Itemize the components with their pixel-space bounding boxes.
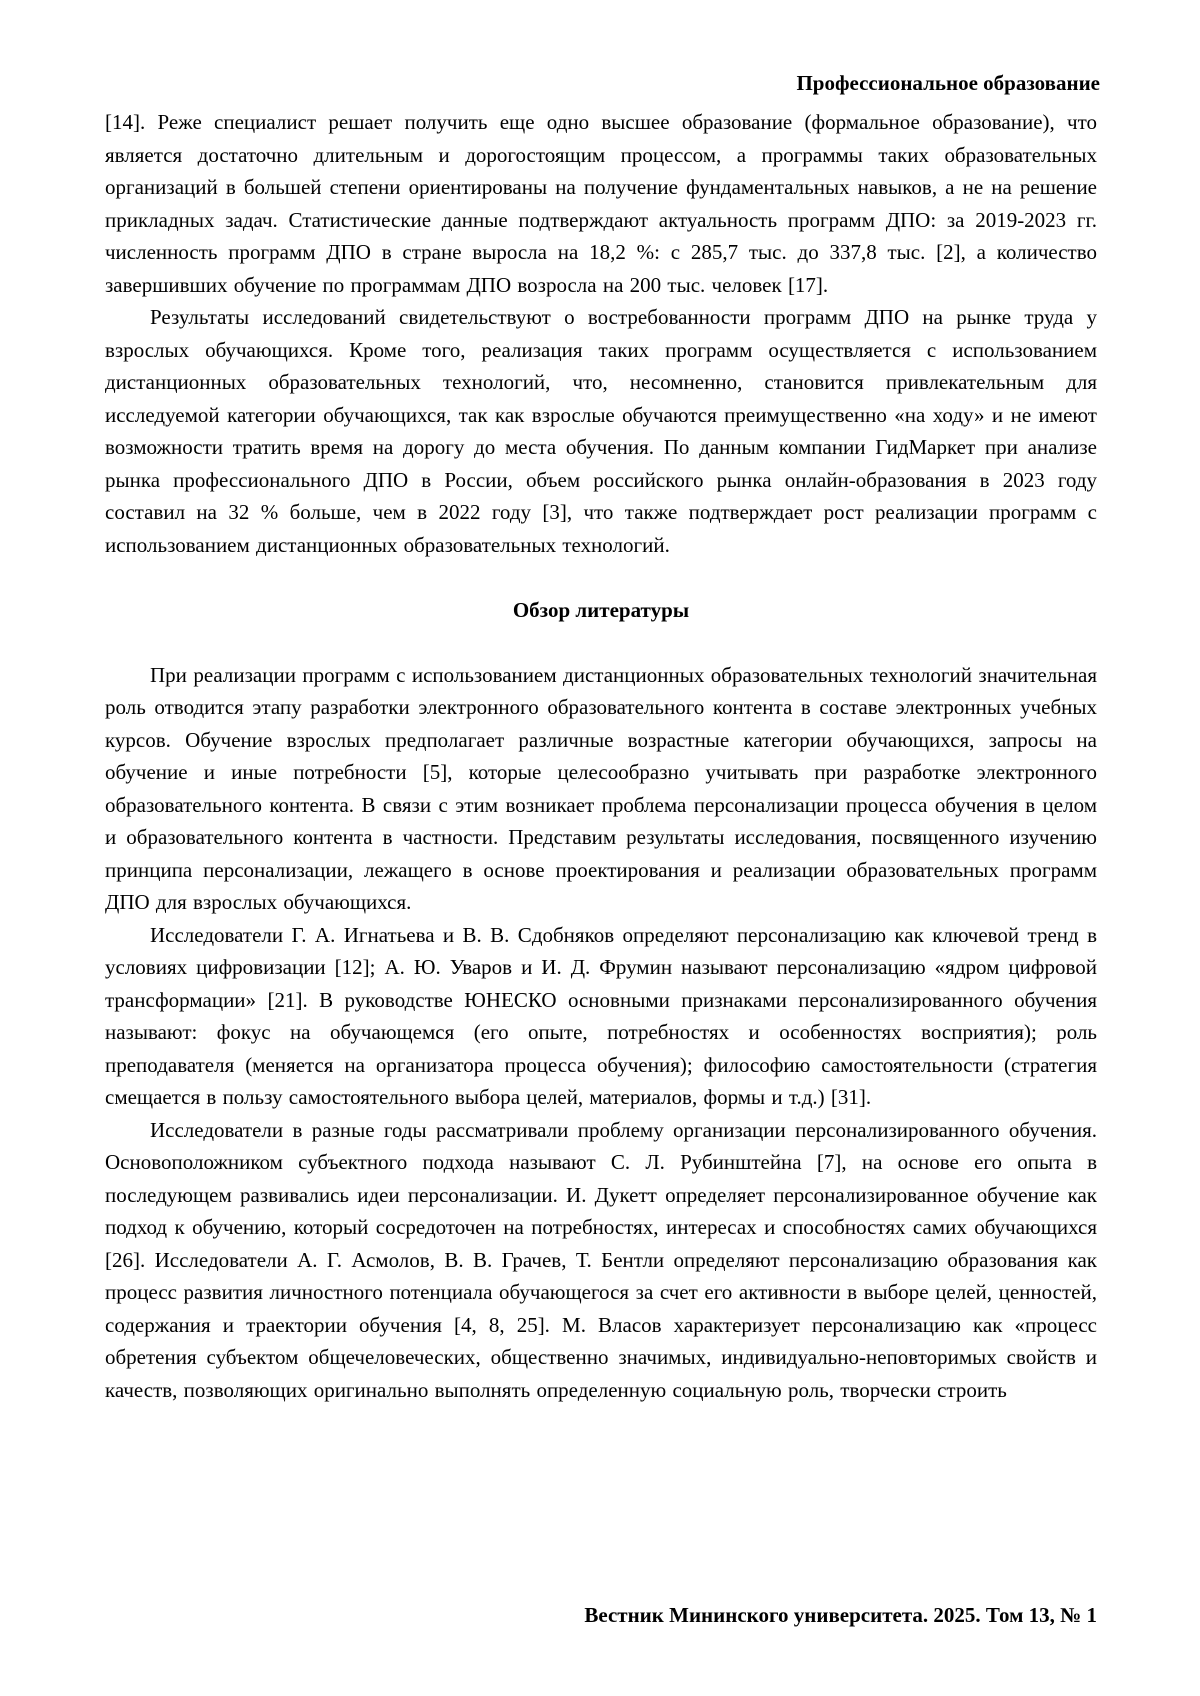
article-body (105, 106, 1097, 1406)
paragraph: При реализации программ с использованием дистанционных образовательных технологий значительная роль отводится этапу разработки электронного образовательного контента в составе электронных учебных курсов. Обучение взрослых предполагает различные возрастные категории обучающихся, запросы на обучение и иные потребности [5], которые целесообразно учитывать при разработке электронного образовательного контента. В связи с этим возникает проблема персонализации процесса обучения в целом и образовательного контента в частности. Представим результаты исследования, посвященного изучению принципа персонализации, лежащего в основе проектирования и реализации образовательных программ ДПО для взрослых обучающихся. (105, 662, 1097, 914)
running-head: Профессиональное образование (796, 71, 1100, 95)
paragraph: Исследователи в разные годы рассматривали проблему организации персонализированного обучения. Основоположником субъектного подхода называют С. Л. Рубинштейна [7], на основе его опыта в последующем развивались идеи персонализации. И. Дукетт определяет персонализированное обучение как подход к обучению, который сосредоточен на потребностях, интересах и способностях самих обучающихся [26]. Исследователи А. Г. Асмолов, В. В. Грачев, Т. Бентли определяют персонализацию образования как процесс развития личностного потенциала обучающегося за счет его активности в выборе целей, ценностей, содержания и траектории обучения [4, 8, 25]. М. Власов характеризует персонализацию как «процесс обретения субъектом общечеловеческих, общественно значимых, индивидуально-неповторимых свойств и качеств, позволяющих оригинально выполнять определенную социальную роль, творчески строить (105, 1117, 1097, 1402)
journal-footer: Вестник Мининского университета. 2025. Том 13, № 1 (584, 1603, 1097, 1627)
paragraph: Исследователи Г. А. Игнатьева и В. В. Сдобняков определяют персонализацию как ключевой тренд в условиях цифровизации [12]; А. Ю. Уваров и И. Д. Фрумин называют персонализацию «ядром цифровой трансформации» [21]. В руководстве ЮНЕСКО основными признаками персонализированного обучения называют: фокус на обучающемся (его опыте, потребностях и особенностях восприятия); роль преподавателя (меняется на организатора процесса обучения); философию самостоятельности (стратегия смещается в пользу самостоятельного выбора целей, материалов, формы и т.д.) [31]. (105, 922, 1097, 1109)
paragraph: [14]. Реже специалист решает получить еще одно высшее образование (формальное образование), что является достаточно длительным и дорогостоящим процессом, а программы таких образовательных организаций в большей степени ориентированы на получение фундаментальных навыков, а не на решение прикладных задач. Статистические данные подтверждают актуальность программ ДПО: за 2019-2023 гг. численность программ ДПО в стране выросла на 18,2 %: с 285,7 тыс. до 337,8 тыс. [2], а количество завершивших обучение по программам ДПО возросла на 200 тыс. человек [17]. (105, 110, 1097, 297)
section-heading: Обзор литературы (512, 597, 690, 622)
paragraph: Результаты исследований свидетельствуют о востребованности программ ДПО на рынке труда у взрослых обучающихся. Кроме того, реализация таких программ осуществляется с использованием дистанционных образовательных технологий, что, несомненно, становится привлекательным для исследуемой категории обучающихся, так как взрослые обучаются преимущественно «на ходу» и не имеют возможности тратить время на дорогу до места обучения. По данным компании ГидМаркет при анализе рынка профессионального ДПО в России, объем российского рынка онлайн-образования в 2023 году составил на 32 % больше, чем в 2022 году [3], что также подтверждает рост реализации программ с использованием дистанционных образовательных технологий. (105, 305, 1097, 557)
